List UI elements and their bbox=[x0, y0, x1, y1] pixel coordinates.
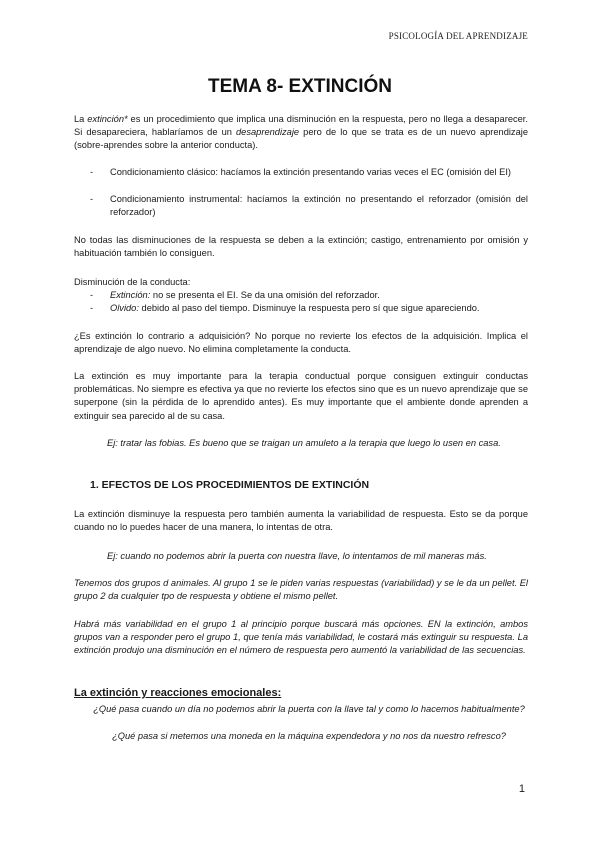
intro-term-desaprendizaje: desaprendizaje bbox=[236, 127, 300, 138]
paragraph-grupos: Tenemos dos grupos d animales. Al grupo 1 se le piden varias respuestas (variabilidad) y se le da un pellet. El grupo 2 da cualquier tpo de respuesta y obtiene el mismo pellet. bbox=[74, 578, 528, 602]
intro-text-e: pero de lo que se trata es de un nuevo aprendizaje (sobre-aprendes sobre la anterior conducta). bbox=[74, 127, 528, 151]
term-extincion-text: no se presenta el EI. Se da una omisión del reforzador. bbox=[150, 290, 380, 300]
paragraph-heading-disminucion: Disminución de la conducta: bbox=[74, 277, 191, 287]
list-item-text: Condicionamiento clásico: hacíamos la extinción presentando varias veces el EC (omisión del EI) bbox=[110, 167, 511, 177]
example-llave: Ej: cuando no podemos abrir la puerta con nuestra llave, lo intentamos de mil maneras más. bbox=[107, 551, 487, 561]
subheading-reacciones-emocionales: La extinción y reacciones emocionales: bbox=[74, 687, 282, 699]
list-item-clasico: - Condicionamiento clásico: hacíamos la extinción presentando varias veces el EC (omisión del EI) bbox=[90, 166, 528, 179]
term-olvido: Olvido: bbox=[110, 303, 139, 313]
term-olvido-text: debido al paso del tiempo. Disminuye la respuesta pero sí que sigue apareciendo. bbox=[138, 303, 480, 313]
question-moneda: ¿Qué pasa si metemos una moneda en la máquina expendedora y no nos da nuestro refresco? bbox=[112, 731, 506, 741]
list-item-olvido: - Olvido: debido al paso del tiempo. Disminuye la respuesta pero sí que sigue apareciendo. bbox=[90, 303, 480, 313]
paragraph-adquisicion: ¿Es extinción lo contrario a adquisición? No porque no revierte los efectos de la adquisición. Implica el aprendizaje de algo nuevo. No elimina completamente la conducta. bbox=[74, 331, 528, 355]
example-fobias: Ej: tratar las fobias. Es bueno que se traigan un amuleto a la terapia que luego lo usen en casa. bbox=[107, 438, 501, 448]
page-number: 1 bbox=[518, 783, 525, 795]
list-item-extincion: - Extinción: no se presenta el EI. Se da una omisión del reforzador. bbox=[90, 290, 380, 300]
running-header: PSICOLOGÍA DEL APRENDIZAJE bbox=[388, 31, 528, 41]
paragraph-variabilidad: La extinción disminuye la respuesta pero también aumenta la variabilidad de respuesta. Esto se da porque cuando no lo puedes hacer de una manera, lo intentas de otra. bbox=[74, 509, 528, 533]
intro-term-extincion: extinción* bbox=[87, 114, 128, 124]
page-title: TEMA 8- EXTINCIÓN bbox=[207, 76, 393, 97]
term-extincion: Extinción: bbox=[110, 290, 151, 300]
list-item-text: Condicionamiento instrumental: hacíamos la extinción no presentando el reforzador (omisión del reforzador) bbox=[110, 194, 528, 218]
intro-text-a: La bbox=[74, 114, 88, 124]
question-puerta: ¿Qué pasa cuando un día no podemos abrir la puerta con la llave tal y como lo hacemos habitualmente? bbox=[93, 704, 525, 714]
paragraph-variabilidad-grupo: Habrá más variabilidad en el grupo 1 al principio porque buscará más opciones. EN la extinción, ambos grupos van a responder pero el grupo 1, que tenía más variabilidad, le costará más extinguir su respuesta. La extinción produjo una disminución en el número de respuesta pero aumentó la variabilidad de las secuencias. bbox=[74, 619, 528, 656]
list-item-instrumental: - Condicionamiento instrumental: hacíamos la extinción no presentando el reforzador (omisión del reforzador) bbox=[90, 193, 528, 219]
paragraph-terapia: La extinción es muy importante para la terapia conductual porque consiguen extinguir conductas problemáticas. No siempre es efectiva ya que no revierte los efectos sino que es un nuevo aprendizaje que se superpone (sin la pérdida de lo aprendido antes). Es muy importante que el ambiente donde aprenden a extinguir sea parecido al de su casa. bbox=[74, 371, 528, 421]
section-heading-efectos: 1. EFECTOS DE LOS PROCEDIMIENTOS DE EXTINCIÓN bbox=[90, 479, 370, 491]
intro-paragraph bbox=[74, 113, 528, 153]
intro-text-c: es un procedimiento que implica una disminución en la respuesta, pero no llega a desaparecer. Si desapareciera, hablaríamos de un bbox=[74, 114, 528, 138]
paragraph-disminuciones: No todas las disminuciones de la respuesta se deben a la extinción; castigo, entrenamiento por omisión y habituación también lo consiguen. bbox=[74, 235, 528, 259]
